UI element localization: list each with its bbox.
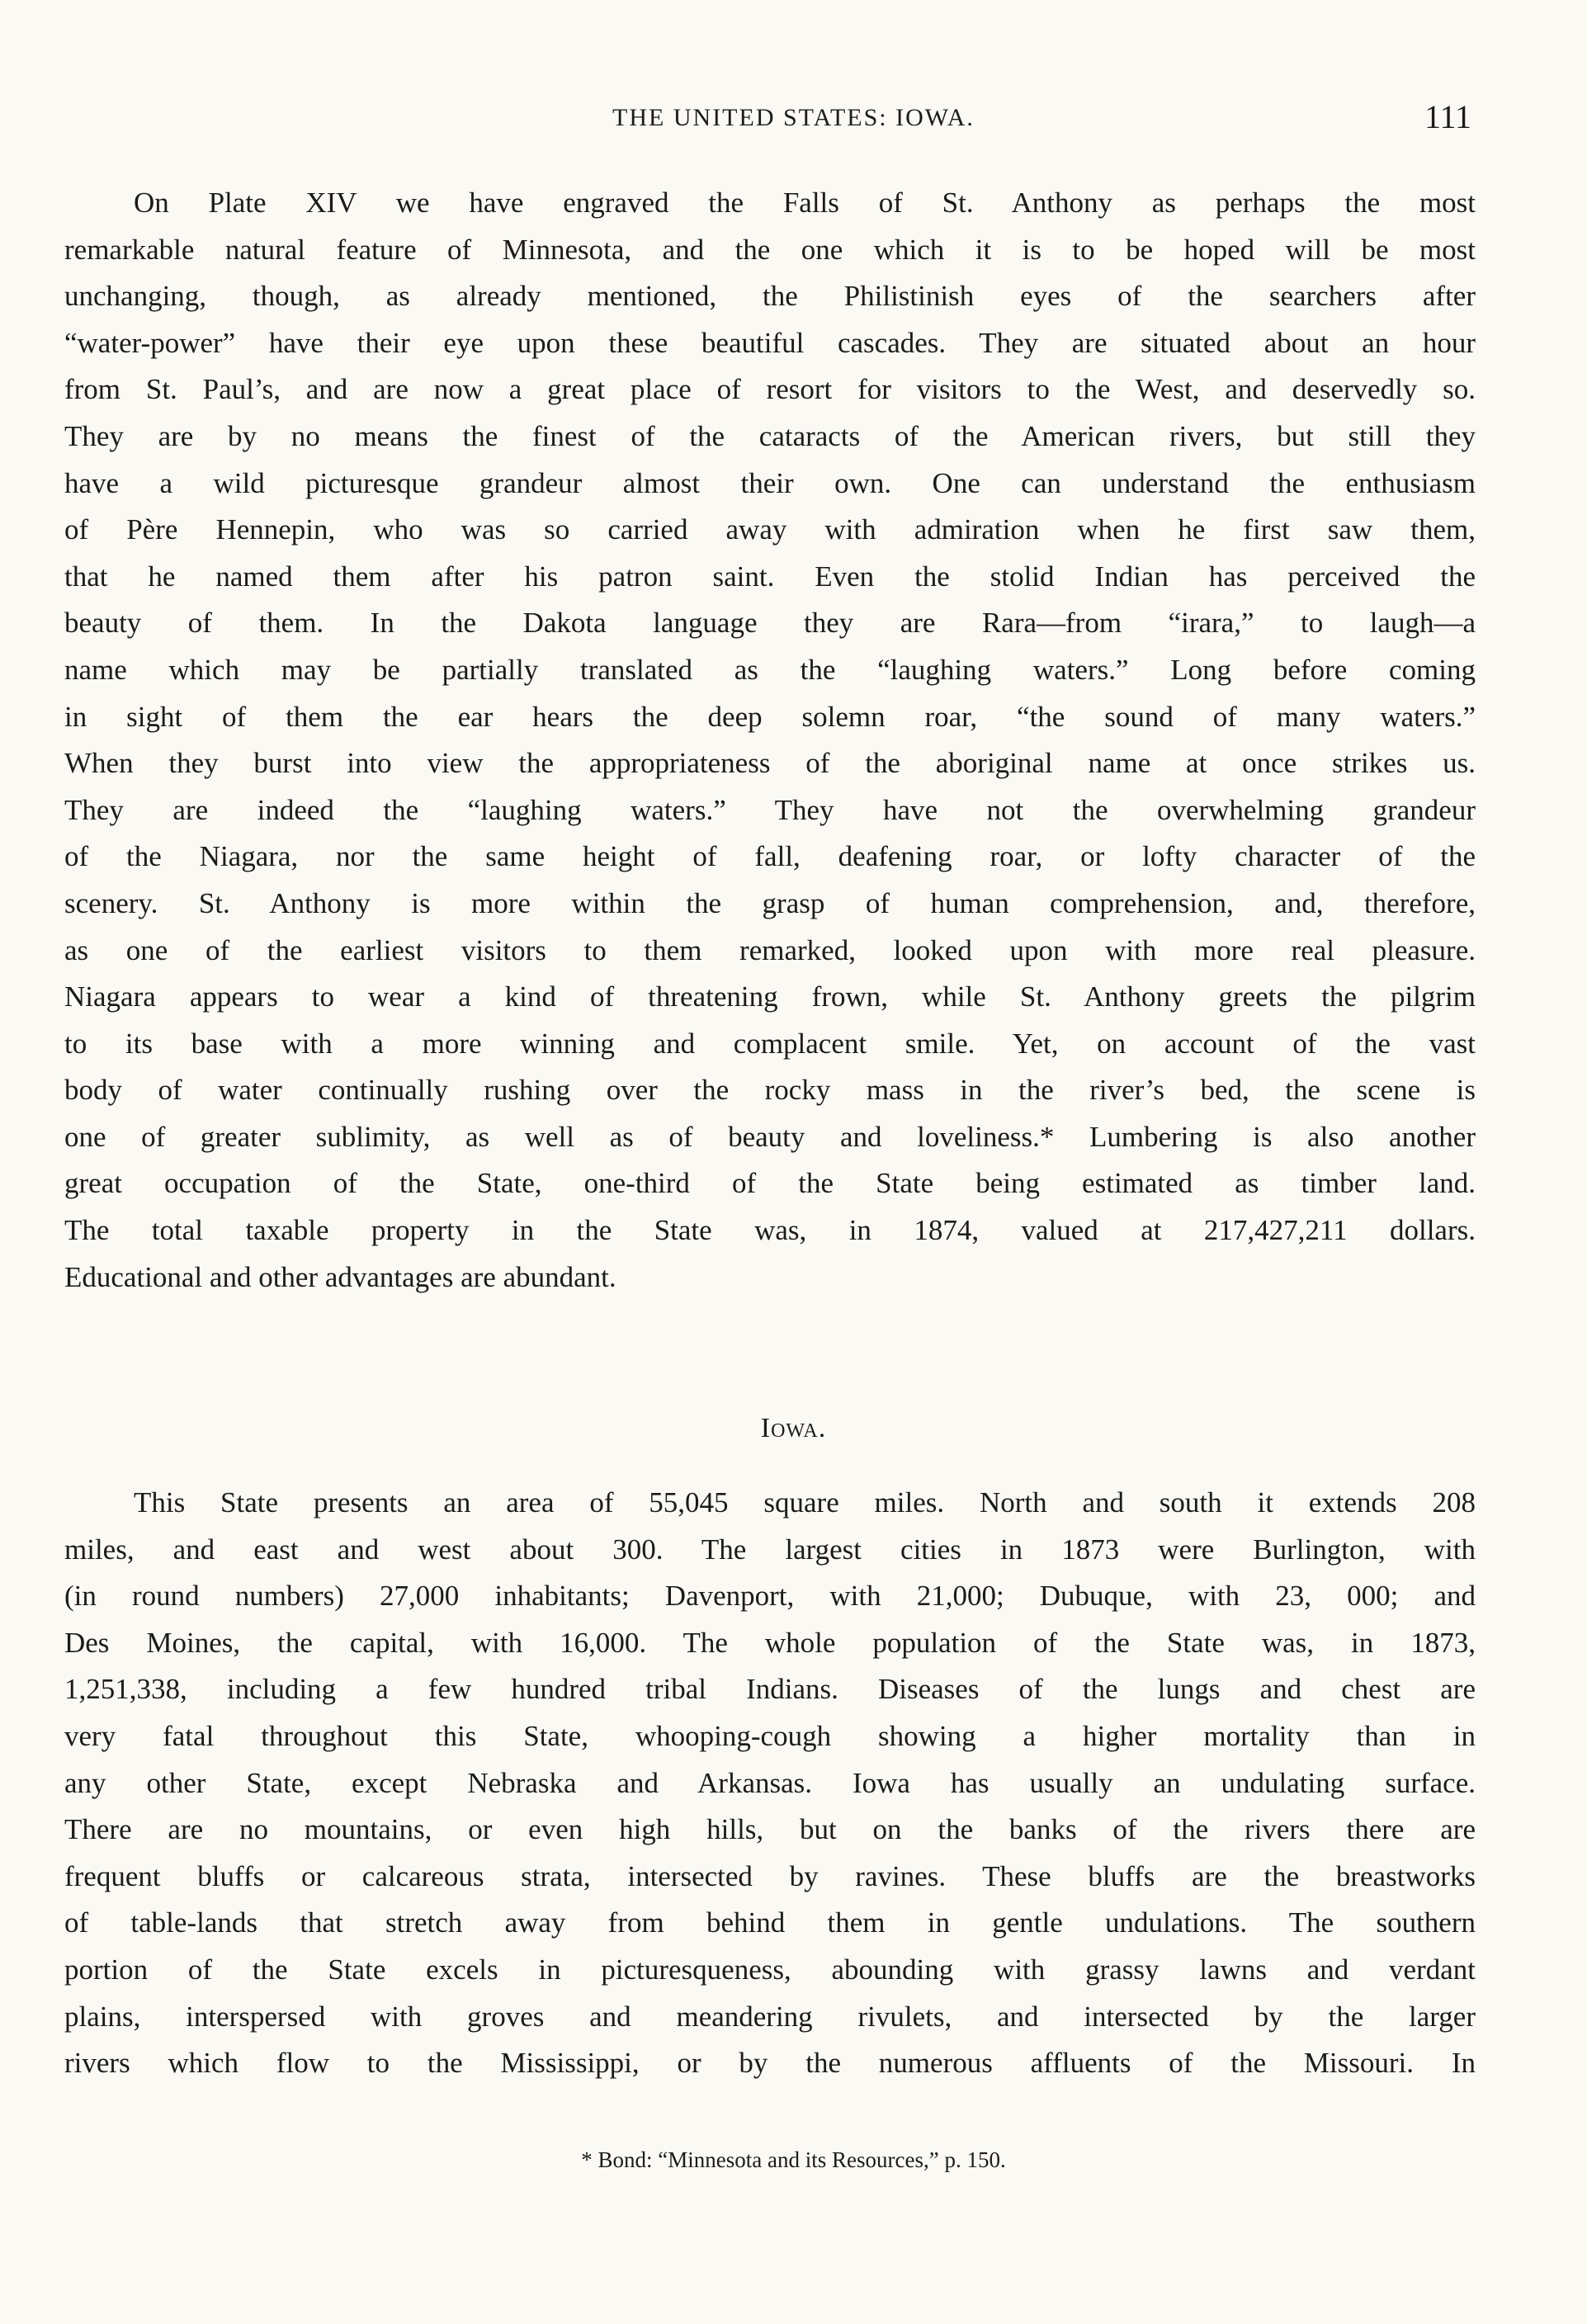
- text-line: They are indeed the “laughing waters.” They have not the overwhelming grandeur: [64, 793, 1476, 826]
- text-line: portion of the State excels in picturesqueness, abounding with grassy lawns and verdant: [64, 1953, 1476, 1986]
- page-number: 111: [1424, 98, 1471, 135]
- text-line: frequent bluffs or calcareous strata, intersected by ravines. These bluffs are the breastworks: [64, 1859, 1476, 1892]
- text-line: They are by no means the finest of the cataracts of the American rivers, but still they: [64, 419, 1476, 452]
- text-line: On Plate XIV we have engraved the Falls of St. Anthony as perhaps the most: [134, 187, 1476, 219]
- text-line: scenery. St. Anthony is more within the grasp of human comprehension, and, therefore,: [64, 886, 1476, 919]
- paragraph-falls-of-st-anthony: [64, 180, 1476, 1301]
- text-line: remarkable natural feature of Minnesota, and the one which it is to be hoped will be most: [64, 233, 1476, 266]
- footnote: * Bond: “Minnesota and its Resources,” p. 150.: [581, 2147, 1006, 2172]
- text-line: The total taxable property in the State was, in 1874, valued at 217,427,211 dollars.: [64, 1214, 1476, 1247]
- text-line: Des Moines, the capital, with 16,000. The whole population of the State was, in 1873,: [64, 1626, 1476, 1659]
- paragraph-iowa: [64, 1480, 1476, 2087]
- text-line: There are no mountains, or even high hills, but on the banks of the rivers there are: [64, 1813, 1476, 1846]
- text-line: 1,251,338, including a few hundred tribal Indians. Diseases of the lungs and chest are: [64, 1673, 1476, 1706]
- text-line: miles, and east and west about 300. The largest cities in 1873 were Burlington, with: [64, 1533, 1476, 1566]
- text-line: as one of the earliest visitors to them remarked, looked upon with more real pleasure.: [64, 933, 1476, 966]
- text-line: one of greater sublimity, as well as of beauty and loveliness.* Lumbering is also another: [64, 1120, 1476, 1153]
- text-line: When they burst into view the appropriateness of the aboriginal name at once strikes us.: [64, 747, 1476, 780]
- text-line: This State presents an area of 55,045 square miles. North and south it extends 208: [134, 1486, 1476, 1519]
- text-line: of table-lands that stretch away from behind them in gentle undulations. The southern: [64, 1906, 1476, 1939]
- text-line: beauty of them. In the Dakota language they are Rara—from “irara,” to laugh—a: [64, 607, 1476, 640]
- text-line: body of water continually rushing over the rocky mass in the river’s bed, the scene is: [64, 1074, 1476, 1107]
- text-line: that he named them after his patron saint. Even the stolid Indian has perceived the: [64, 560, 1476, 593]
- text-line: very fatal throughout this State, whooping-cough showing a higher mortality than in: [64, 1719, 1476, 1752]
- text-line: of Père Hennepin, who was so carried away with admiration when he first saw them,: [64, 513, 1476, 546]
- text-line: Educational and other advantages are abundant.: [64, 1260, 616, 1293]
- text-line: of the Niagara, nor the same height of fall, deafening roar, or lofty character of the: [64, 840, 1476, 873]
- text-line: Niagara appears to wear a kind of threatening frown, while St. Anthony greets the pilgrim: [64, 980, 1476, 1013]
- text-line: plains, interspersed with groves and meandering rivulets, and intersected by the larger: [64, 2000, 1476, 2033]
- text-line: from St. Paul’s, and are now a great place of resort for visitors to the West, and deservedly so.: [64, 373, 1476, 406]
- text-line: rivers which flow to the Mississippi, or by the numerous affluents of the Missouri. In: [64, 2047, 1476, 2080]
- text-line: to its base with a more winning and complacent smile. Yet, on account of the vast: [64, 1027, 1476, 1060]
- text-line: in sight of them the ear hears the deep solemn roar, “the sound of many waters.”: [64, 700, 1476, 733]
- text-line: (in round numbers) 27,000 inhabitants; Davenport, with 21,000; Dubuque, with 23, 000; and: [64, 1580, 1476, 1613]
- text-line: name which may be partially translated as the “laughing waters.” Long before coming: [64, 653, 1476, 686]
- running-head: THE UNITED STATES: IOWA.: [612, 104, 975, 131]
- text-line: “water-power” have their eye upon these beautiful cascades. They are situated about an hour: [64, 326, 1476, 359]
- text-line: any other State, except Nebraska and Arkansas. Iowa has usually an undulating surface.: [64, 1766, 1476, 1799]
- text-line: great occupation of the State, one-third of the State being estimated as timber land.: [64, 1167, 1476, 1200]
- text-line: unchanging, though, as already mentioned, the Philistinish eyes of the searchers after: [64, 280, 1476, 313]
- text-line: have a wild picturesque grandeur almost their own. One can understand the enthusiasm: [64, 466, 1476, 499]
- section-heading-iowa: Iowa.: [760, 1413, 827, 1443]
